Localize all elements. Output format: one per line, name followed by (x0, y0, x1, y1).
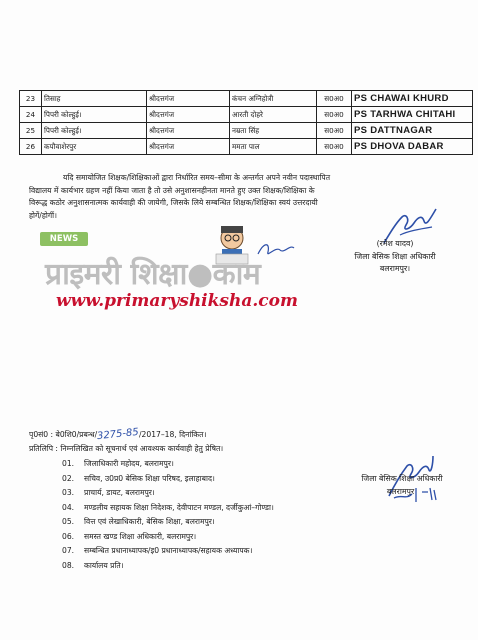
list-item-number: 06. (62, 531, 75, 541)
paragraph-line: यदि समायोजित शिक्षक/शिक्षिकाओं द्वारा निर्धारित समय–सीमा के अन्तर्गत अपने नवीन पदास्थापित (63, 173, 331, 182)
officer-title: जिला बेसिक शिक्षा अधिकारी (361, 474, 443, 483)
list-item (62, 457, 274, 472)
list-item (62, 515, 274, 530)
list-item-number: 02. (62, 473, 75, 483)
date-scribble-mark (392, 484, 438, 504)
block-name: श्रीदत्तगंज (147, 91, 230, 107)
reference-prefix: पृ0सं0 : बे0शि0/प्रबन्ध/ (29, 430, 98, 439)
table-row (20, 139, 473, 155)
news-badge: NEWS (40, 232, 88, 246)
list-item-number: 08. (62, 560, 75, 570)
post-name: स0अ0 (317, 123, 352, 139)
post-name: स0अ0 (317, 107, 352, 123)
row-number: 23 (20, 91, 42, 107)
list-item-text: सम्बन्धित प्रधानाध्यापक/इ0 प्रधानाध्यापक/सहायक अध्यापक। (84, 546, 253, 555)
copy-to-heading: प्रतिलिपि : निम्नलिखित को सूचनार्थ एवं आवश्यक कार्यवाही हेतु प्रेषित। (29, 444, 224, 453)
list-item (62, 486, 274, 501)
list-item (62, 530, 274, 545)
list-item-text: सचिव, उ0प्र0 बेसिक शिक्षा परिषद, इलाहाबाद। (84, 473, 215, 483)
new-posting: PS TARHWA CHITAHI (352, 107, 473, 123)
list-item-text: मण्डलीय सहायक शिक्षा निदेशक, देवीपाटन मण्डल, दर्जीकुआं–गोण्डा। (84, 502, 274, 512)
list-item-number: 01. (62, 459, 75, 468)
watermark-hindi-text: प्राइमरी शिक्षा●काम (45, 257, 261, 292)
teacher-name: नम्रता सिंह (230, 123, 317, 139)
teacher-name: कंचन अग्निहोत्री (230, 91, 317, 107)
officer-title: जिला बेसिक शिक्षा अधिकारी (354, 251, 436, 261)
new-posting: PS CHAWAI KHURD (352, 91, 473, 107)
block-name: श्रीदत्तगंज (147, 123, 230, 139)
copy-to-list (62, 457, 274, 573)
school-name: तिसाह (42, 91, 147, 107)
table-row (20, 123, 473, 139)
row-number: 25 (20, 123, 42, 139)
signature-block-top (330, 238, 460, 276)
new-posting: PS DATTNAGAR (352, 123, 473, 139)
reference-line (29, 426, 207, 443)
list-item-text: समस्त खण्ड शिक्षा अधिकारी, बलरामपुर। (84, 531, 197, 541)
new-posting: PS DHOVA DABAR (352, 139, 473, 155)
paragraph-line: होगें/होगीं। (29, 210, 57, 220)
school-name: कपौवाशेरपुर (42, 139, 147, 155)
list-item-number: 03. (62, 488, 75, 497)
list-item-text: वित्त एवं लेखाधिकारी, बेसिक शिक्षा, बलरामपुर। (84, 517, 215, 526)
teacher-name: आरती दोहरे (230, 107, 317, 123)
reference-suffix: /2017–18, दिनांकित। (138, 430, 207, 439)
paragraph-line: विरूद्ध कठोर अनुशासनात्मक कार्यवाही की जायेगी, जिसके लिये सम्बन्धित शिक्षक/शिक्षिका स्वयं उत्तरदायी (29, 198, 318, 207)
watermark-url: www.primaryshiksha.com (56, 291, 298, 311)
list-item-text: जिलाधिकारी महोदय, बलरामपुर। (84, 459, 174, 468)
block-name: श्रीदत्तगंज (147, 107, 230, 123)
post-name: स0अ0 (317, 91, 352, 107)
officer-place: बलरामपुर। (386, 486, 418, 496)
list-item (62, 472, 274, 487)
transfer-table (19, 90, 473, 155)
block-name: श्रीदत्तगंज (147, 139, 230, 155)
table-row (20, 91, 473, 107)
list-item (62, 544, 274, 559)
row-number: 24 (20, 107, 42, 123)
handwritten-scribble-mark (256, 238, 296, 260)
officer-name: (रमेश यादव) (376, 239, 414, 248)
officer-place: बलरामपुर। (379, 264, 411, 273)
school-name: पिपरी कोल्हुई। (42, 107, 147, 123)
list-item-text: प्राचार्य, डायट, बलरामपुर। (84, 488, 155, 497)
school-name: पिपरी कोल्हुई। (42, 123, 147, 139)
list-item (62, 501, 274, 516)
row-number: 26 (20, 139, 42, 155)
post-name: स0अ0 (317, 139, 352, 155)
list-item-number: 05. (62, 517, 75, 526)
paragraph-line: विद्यालय में कार्यभार ग्रहण नहीं किया जाता है तो उसे अनुशासनहीनता मानते हुए उक्त शिक्षक/शिक्षिका के (29, 185, 315, 195)
table-row (20, 107, 473, 123)
list-item-number: 07. (62, 546, 75, 555)
list-item (62, 559, 274, 574)
reference-number: 3275-85 (96, 426, 140, 443)
teacher-name: ममता पाल (230, 139, 317, 155)
list-item-text: कार्यालय प्रति। (84, 560, 124, 570)
list-item-number: 04. (62, 502, 75, 512)
